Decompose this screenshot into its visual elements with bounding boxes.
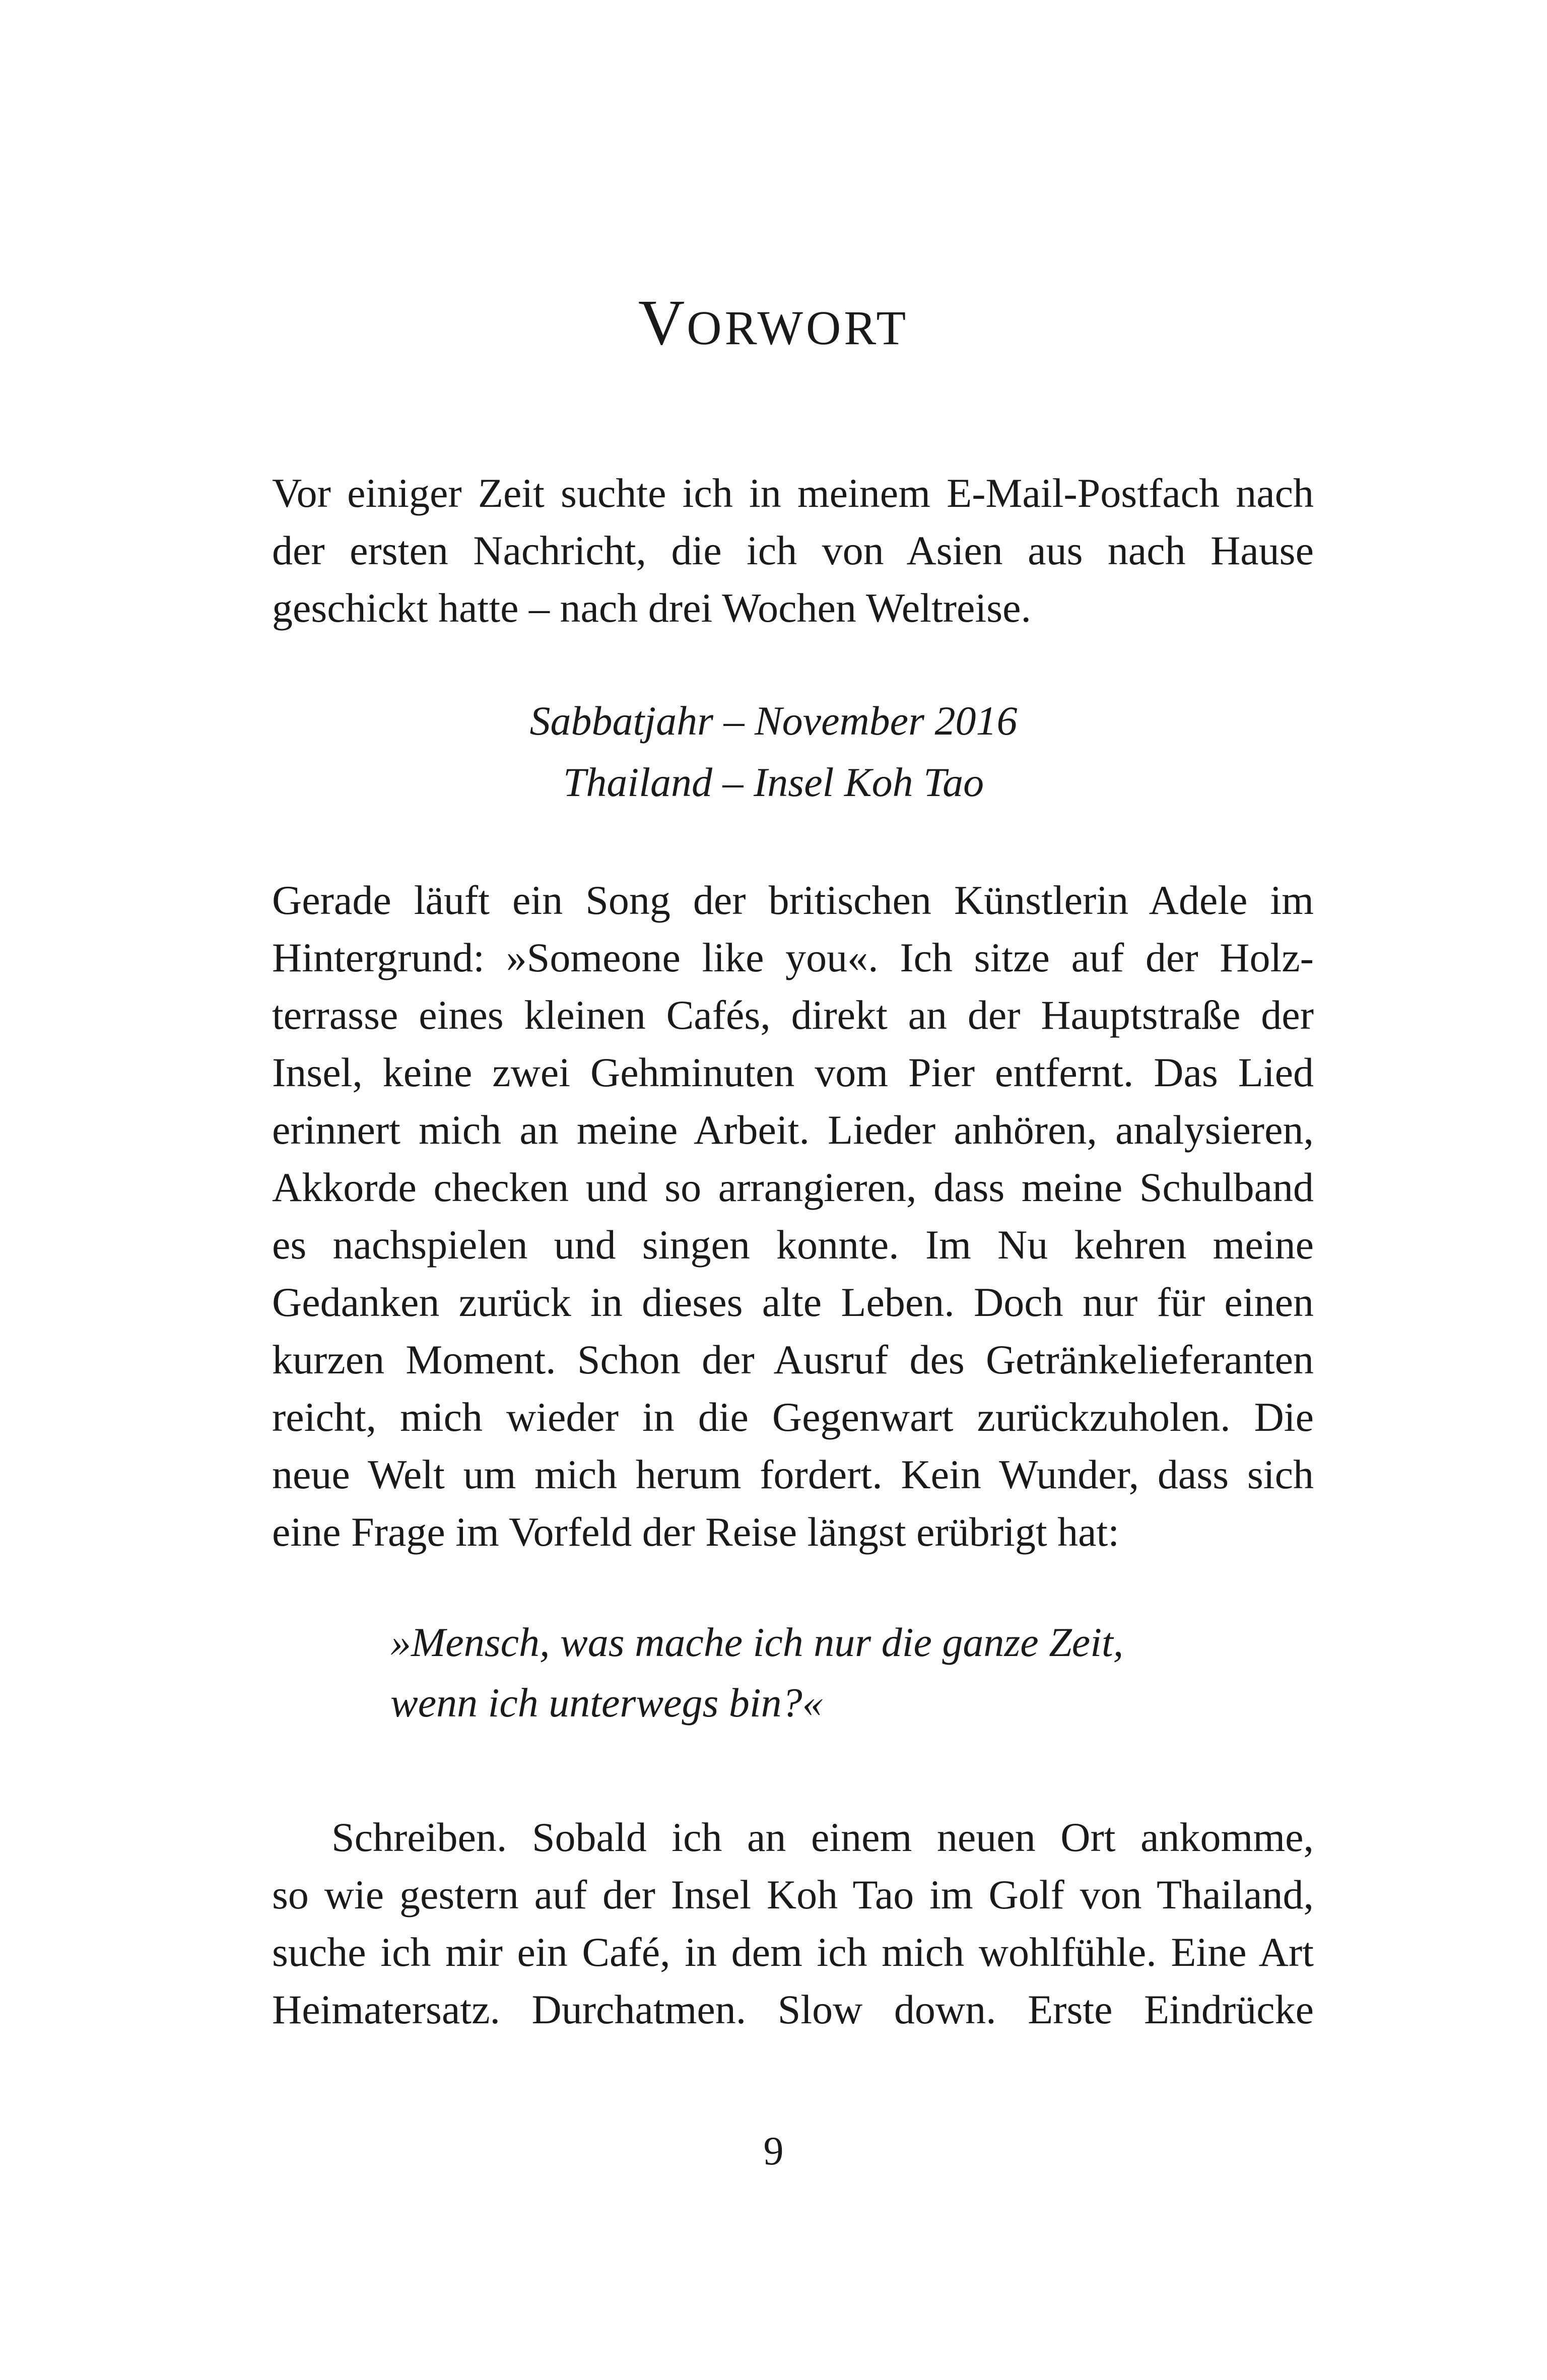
chapter-title-rest: ORWORT [687, 301, 909, 355]
paragraph-line: Hintergrund: »Someone like you«. Ich sitze auf der Holz- [272, 935, 1314, 980]
quote-line: wenn ich unterwegs bin?« [390, 1680, 823, 1726]
chapter-title-initial: V [638, 287, 687, 358]
block-quote [390, 1612, 1247, 1733]
paragraph-line: Gedanken zurück in dieses alte Leben. Doch nur für einen [272, 1279, 1314, 1325]
paragraph-line: erinnert mich an meine Arbeit. Lieder anhören, analysieren, [272, 1107, 1314, 1153]
body-paragraph-2 [272, 1809, 1314, 2038]
paragraph-line: Heimatersatz. Durchatmen. Slow down. Erste Eindrücke [272, 1987, 1314, 2032]
paragraph-line: reicht, mich wieder in die Gegenwart zurückzuholen. Die [272, 1394, 1314, 1440]
quote-line: »Mensch, was mache ich nur die ganze Zeit, [390, 1619, 1124, 1665]
paragraph-line: Gerade läuft ein Song der britischen Künstlerin Adele im [272, 877, 1314, 923]
intro-line: Vor einiger Zeit suchte ich in meinem E-Mail-Postfach nach [272, 470, 1314, 516]
page-number: 9 [763, 2129, 784, 2173]
dateline [0, 690, 1547, 813]
paragraph-line: kurzen Moment. Schon der Ausruf des Getränkelieferanten [272, 1337, 1314, 1382]
paragraph-line: Akkorde checken und so arrangieren, dass meine Schulband [272, 1164, 1314, 1210]
paragraph-line: Insel, keine zwei Gehminuten vom Pier entfernt. Das Lied [272, 1049, 1314, 1095]
paragraph-line: terrasse eines kleinen Cafés, direkt an der Hauptstraße der [272, 992, 1314, 1038]
paragraph-line: so wie gestern auf der Insel Koh Tao im Golf von Thailand, [272, 1872, 1314, 1918]
dateline-date: Sabbatjahr – November 2016 [529, 698, 1018, 744]
intro-paragraph [272, 465, 1314, 637]
intro-line: geschickt hatte – nach drei Wochen Weltreise. [272, 585, 1032, 631]
body-paragraph-1 [272, 872, 1314, 1561]
dateline-place: Thailand – Insel Koh Tao [563, 759, 984, 805]
paragraph-line: Schreiben. Sobald ich an einem neuen Ort ankomme, [331, 1814, 1314, 1860]
paragraph-line: suche ich mir ein Café, in dem ich mich wohlfühle. Eine Art [272, 1929, 1314, 1975]
chapter-title [0, 282, 1547, 368]
paragraph-line: neue Welt um mich herum fordert. Kein Wunder, dass sich [272, 1451, 1314, 1497]
paragraph-line: eine Frage im Vorfeld der Reise längst erübrigt hat: [272, 1509, 1120, 1555]
intro-line: der ersten Nachricht, die ich von Asien aus nach Hause [272, 527, 1314, 573]
paragraph-line: es nachspielen und singen konnte. Im Nu kehren meine [272, 1222, 1314, 1268]
